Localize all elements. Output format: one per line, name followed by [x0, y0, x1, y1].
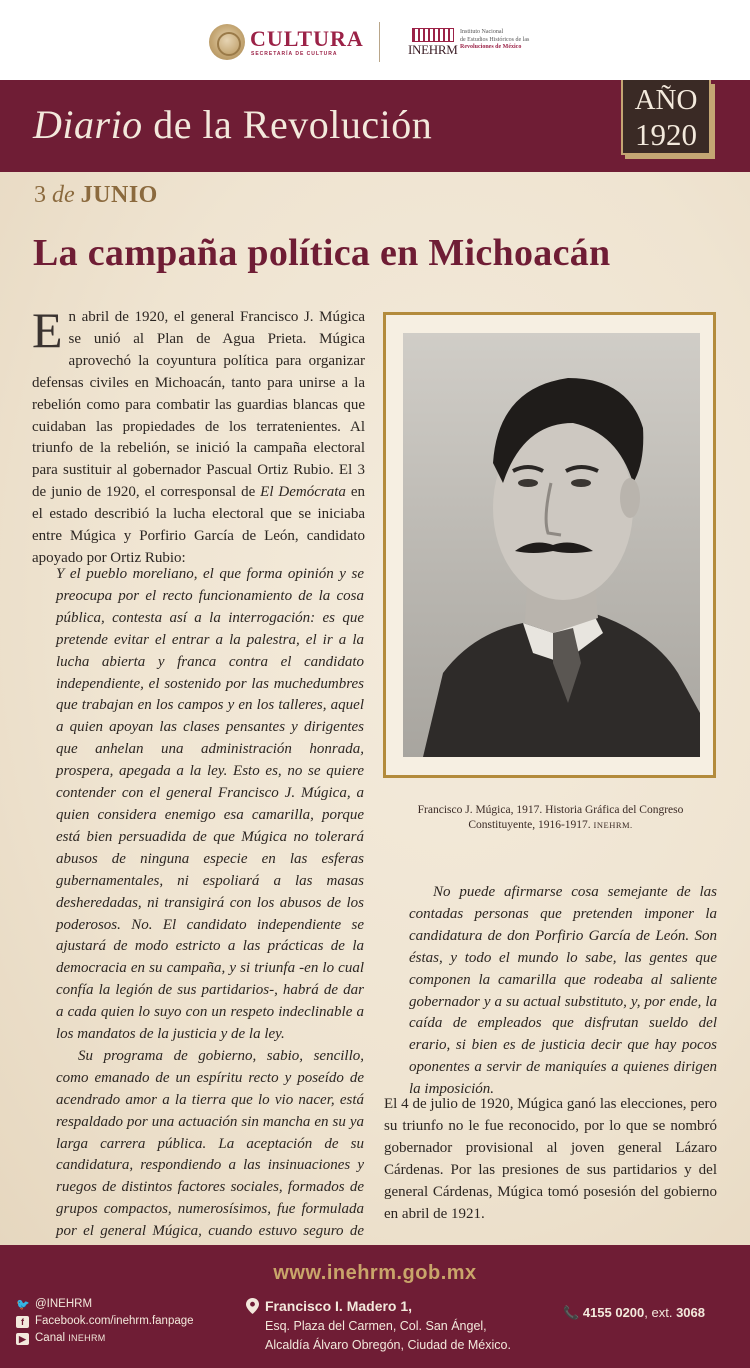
year-badge — [621, 80, 711, 155]
phone-contact[interactable] — [563, 1305, 705, 1321]
youtube-channel — [35, 1330, 106, 1347]
newspaper-name: El Demócrata — [260, 484, 346, 501]
twitter-handle: @INEHRM — [35, 1298, 93, 1310]
date-connector: de — [52, 182, 75, 208]
year-number: 1920 — [635, 117, 697, 152]
top-header — [0, 0, 750, 80]
youtube-icon: ▶ — [16, 1333, 29, 1345]
quote-block-2: No puede afirmarse cosa semejante de las contadas personas que pretenden imponer la candidatura de don Porfirio García de León. Son éstas, y todo el mundo lo sabe, las gentes que componen la camarilla que rodeaba al saliente gobernador y a su actual substituto, y, por ende, la caída de empleados que disfrutan sueldo del erario, si bien es de justicia decir que hay pocos oponentes a servir de maniquíes a quienes dirigen la imposición. — [409, 884, 717, 1098]
phone-ext-label: , ext. — [644, 1305, 677, 1320]
intro-text-end: en el estado describió la lucha electoral que se iniciaba entre Múgica y Porfirio García de León, candidato apoyado por Ortiz Rubio: — [32, 484, 365, 566]
address-line3: Alcaldía Álvaro Obregón, Ciudad de México. — [265, 1338, 511, 1352]
inehrm-name-line2: de Estudios Históricos de las — [460, 36, 530, 43]
article-headline: La campaña política en Michoacán — [33, 232, 611, 274]
youtube-link[interactable] — [16, 1330, 194, 1347]
photo-caption — [384, 803, 717, 833]
caption-source: INEHRM. — [593, 820, 633, 830]
location-pin-icon — [246, 1298, 259, 1314]
twitter-icon: 🐦 — [16, 1298, 30, 1311]
publication-title-rest: de la Revolución — [142, 102, 433, 147]
postal-address — [265, 1297, 511, 1355]
closing-paragraph: El 4 de julio de 1920, Múgica ganó las elecciones, pero su triunfo no le fue reconocido, por lo que se nombró gobernador provisional al joven general Lázaro Cárdenas. Por las presiones de sus partidarios y del general Cárdenas, Múgica tomó posesión del gobierno en abril de 1921. — [384, 1096, 717, 1222]
youtube-name: INEHRM — [68, 1333, 106, 1343]
inehrm-full-name — [460, 29, 529, 52]
quote-block-1 — [56, 564, 364, 1287]
facebook-icon: f — [16, 1316, 29, 1328]
caption-text: Francisco J. Múgica, 1917. Historia Gráfica del Congreso Constituyente, 1916-1917. — [417, 804, 684, 831]
inehrm-name-line1: Instituto Nacional — [460, 29, 504, 35]
inehrm-logo-text: INEHRM — [408, 42, 458, 57]
address-line1: Francisco I. Madero 1, — [265, 1298, 413, 1314]
drop-cap: E — [32, 302, 63, 358]
photo-frame — [383, 312, 716, 778]
article-date — [34, 182, 158, 209]
phone-icon: 📞 — [563, 1305, 580, 1320]
address-line2: Esq. Plaza del Carmen, Col. San Ángel, — [265, 1319, 487, 1333]
social-links — [16, 1296, 194, 1347]
website-link[interactable]: www.inehrm.gob.mx — [273, 1262, 477, 1284]
intro-text: n abril de 1920, el general Francisco J. Múgica se unió al Plan de Agua Prieta. Múgica aprovechó la coyuntura política para organizar defensas civiles en Michoacán, tanto para unirse a la rebelión como para combatir las guardias blancas que cuidaban las propiedades de los terratenientes. Al triunfo de la rebelión, se inició la campaña electoral para sustituir al gobernador Pascual Ortiz Rubio. El 3 de junio de 1920, el corresponsal de — [32, 309, 365, 501]
inehrm-logo[interactable] — [408, 28, 458, 58]
facebook-url: Facebook.com/inehrm.fanpage — [35, 1315, 194, 1327]
cultura-logo-text[interactable]: CULTURA — [250, 26, 364, 51]
inehrm-name-line3: Revoluciones de México — [460, 44, 522, 50]
year-label: AÑO — [634, 84, 698, 116]
phone-ext: 3068 — [676, 1305, 705, 1320]
date-day: 3 — [34, 182, 46, 208]
youtube-prefix: Canal — [35, 1332, 69, 1344]
quote-paragraph: Su programa de gobierno, sabio, sencillo, como emanado de un espíritu recto y poseído de acendrado amor a la tierra que lo vio nacer, está respaldado por una actuación sin mancha en su ya larga carrera pública. La aceptación de su candidatura, respondiendo a las insinuaciones y ruegos de distintos factores sociales, formados de grupos compactos, numerosísimos, fue formulada por el general Múgica, cuando estuvo seguro de — [56, 1047, 364, 1240]
logo-divider — [379, 22, 380, 62]
quote-paragraph: Y el pueblo moreliano, el que forma opinión y se preocupa por el recto funcionamiento de la cosa pública, contesta así a la interrogación: es que pretende evitar el entrar a la palestra, el ir a la lucha abierta y franca contra el candidato independiente, el sostenido por las muchedumbres que trabajan en los campos y en los talleres, aquel a quien apoyan las clases pensantes y dirigentes que anhelan una administración honrada, prospera, apegada a la ley. Esto es, no se quiere contender con el general Francisco J. Múgica, a quien considera enemigo esa camarilla, porque está bien persuadida de que Múgica no tolerará abusos de ninguna especie en las esferas gubernamentales, ni espoliará a las masas desheredadas, ni transigirá con los abusos de los poderosos. No. El candidato independiente se ajustará de modo estricto a las prácticas de la democracia en su campaña, y si triunfa -en lo cual confía la legión de sus partidarios-, habrá de dar a cada quien lo suyo con un respeto indeclinable a los mandatos de la justicia y de la ley. — [56, 566, 364, 1043]
publication-title-italic: Diario — [33, 102, 143, 147]
facebook-link[interactable] — [16, 1313, 194, 1330]
cultura-subtitle: SECRETARÍA DE CULTURA — [251, 51, 338, 57]
portrait-photo[interactable] — [403, 333, 700, 757]
date-month: JUNIO — [80, 182, 158, 208]
twitter-link[interactable] — [16, 1296, 194, 1313]
phone-number: 4155 0200 — [582, 1305, 645, 1320]
inehrm-building-icon — [412, 28, 454, 42]
portrait-illustration — [403, 333, 700, 757]
intro-paragraph — [32, 302, 365, 570]
publication-title — [33, 101, 432, 148]
seal-icon — [209, 24, 245, 60]
